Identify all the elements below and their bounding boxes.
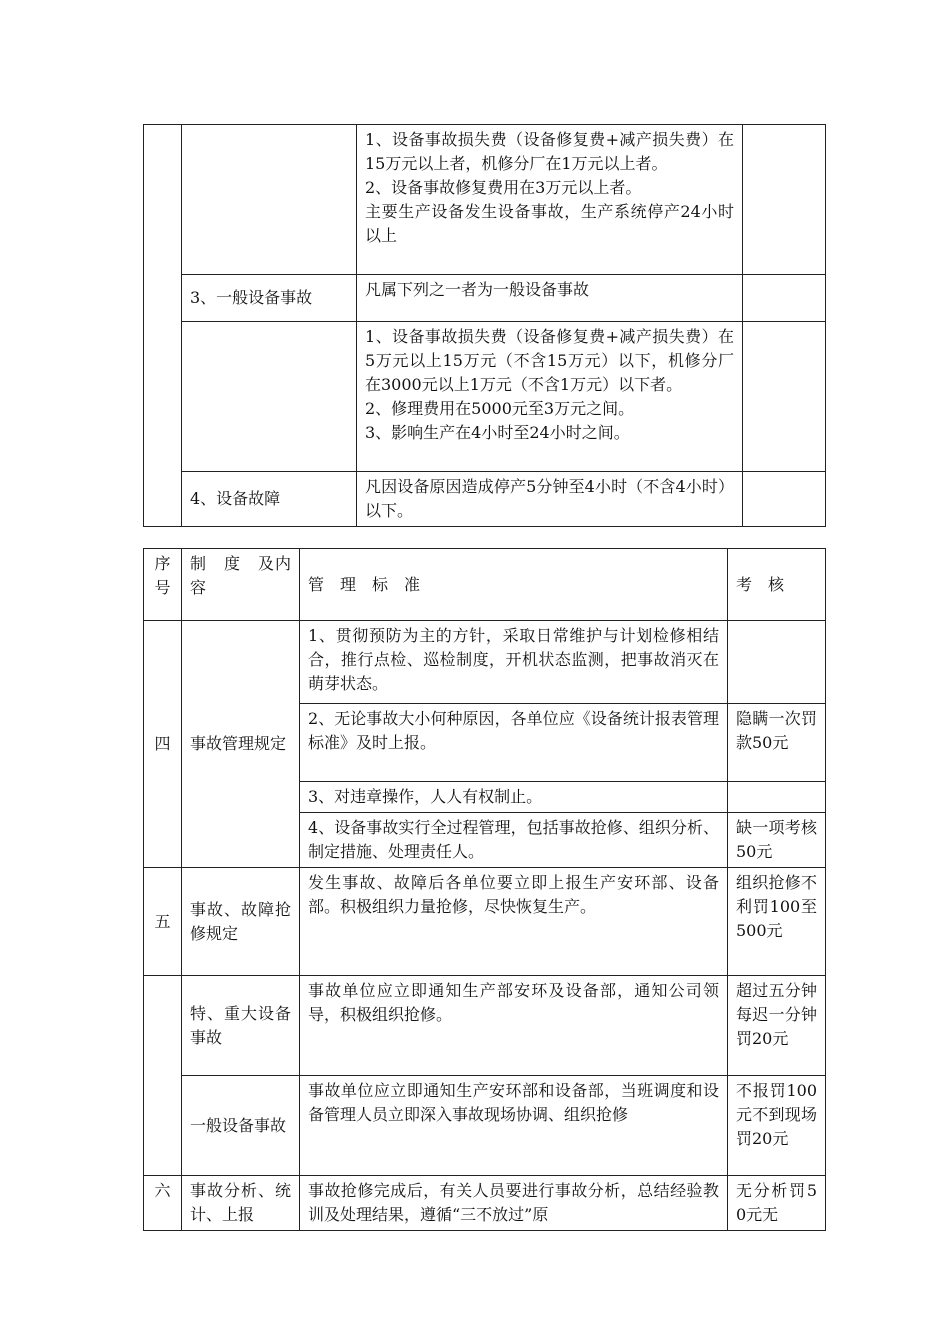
standard-cell: 事故单位应立即通知生产部安环及设备部，通知公司领导，积极组织抢修。 [300,976,728,1076]
standard-line: 3、影响生产在4小时至24小时之间。 [365,423,630,442]
seq-cell-empty [144,125,182,527]
assess-cell: 缺一项考核50元 [728,813,826,868]
section-seq: 六 [144,1176,182,1231]
standard-line: 2、修理费用在5000元至3万元之间。 [365,399,635,418]
section-title: 事故、故障抢修规定 [182,868,300,976]
standard-cell: 2、无论事故大小何种原因，各单位应《设备统计报表管理标准》及时上报。 [300,704,728,782]
item-cell: 4、设备故障 [182,472,357,527]
assess-cell [728,621,826,704]
standard-cell: 1、贯彻预防为主的方针，采取日常维护与计划检修相结合，推行点检、巡检制度，开机状态监测，把事故消灭在萌芽状态。 [300,621,728,704]
section-seq-empty [144,976,182,1176]
assess-cell: 超过五分钟每迟一分钟罚20元 [728,976,826,1076]
standard-cell: 发生事故、故障后各单位要立即上报生产安环部、设备部。积极组织力量抢修，尽快恢复生产。 [300,868,728,976]
assess-cell: 不报罚100元不到现场罚20元 [728,1076,826,1176]
section-title: 特、重大设备事故 [182,976,300,1076]
standard-line: 1、设备事故损失费（设备修复费+减产损失费）在15万元以上者，机修分厂在1万元以上者。 [365,130,734,173]
assess-cell-empty [743,322,826,472]
assess-cell-empty [743,472,826,527]
header-standard: 管 理 标 准 [300,549,728,621]
standard-cell [357,322,743,472]
assess-cell-empty [743,275,826,322]
standard-cell [357,125,743,275]
standard-cell: 事故抢修完成后，有关人员要进行事故分析，总结经验教训及处理结果，遵循“三不放过”原 [300,1176,728,1231]
standard-cell: 事故单位应立即通知生产安环部和设备部，当班调度和设备管理人员立即深入事故现场协调、组织抢修 [300,1076,728,1176]
assess-cell: 无分析罚50元无 [728,1176,826,1231]
item-cell: 3、一般设备事故 [182,275,357,322]
section-title: 事故管理规定 [182,621,300,868]
standard-cell: 4、设备事故实行全过程管理，包括事故抢修、组织分析、制定措施、处理责任人。 [300,813,728,868]
section-title: 事故分析、统计、上报 [182,1176,300,1231]
standard-cell: 凡因设备原因造成停产5分钟至4小时（不含4小时）以下。 [357,472,743,527]
header-system: 制 度 及内容 [182,549,300,621]
standard-line: 2、设备事故修复费用在3万元以上者。 [365,178,642,197]
equipment-accident-table-continued [143,124,826,527]
standard-line: 1、设备事故损失费（设备修复费+减产损失费）在5万元以上15万元（不含15万元）以下，机修分厂在3000元以上1万元（不含1万元）以下者。 [365,327,734,394]
accident-management-table [143,548,826,1231]
section-seq: 五 [144,868,182,976]
item-cell [182,322,357,472]
standard-cell: 凡属下列之一者为一般设备事故 [357,275,743,322]
section-title: 一般设备事故 [182,1076,300,1176]
assess-cell: 组织抢修不利罚100至500元 [728,868,826,976]
standard-cell: 3、对违章操作，人人有权制止。 [300,782,728,813]
item-cell [182,125,357,275]
assess-cell [728,782,826,813]
assess-cell: 隐瞒一次罚款50元 [728,704,826,782]
assess-cell-empty [743,125,826,275]
header-seq: 序号 [144,549,182,621]
standard-line: 主要生产设备发生设备事故，生产系统停产24小时以上 [365,202,734,245]
header-assess: 考 核 [728,549,826,621]
section-seq: 四 [144,621,182,868]
